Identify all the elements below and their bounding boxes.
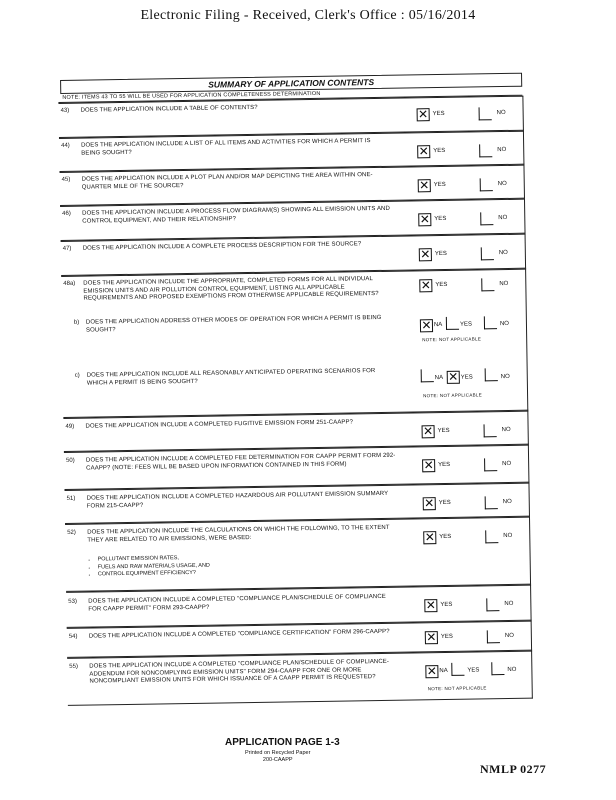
no-checkbox[interactable] xyxy=(486,598,499,611)
question-number: c) xyxy=(74,372,80,379)
no-label: NO xyxy=(504,632,514,640)
bullet-item: • CONTROL EQUIPMENT EFFICIENCY? xyxy=(98,570,210,579)
yes-checkbox[interactable]: ✕ xyxy=(419,178,430,193)
no-checkbox[interactable] xyxy=(484,424,497,437)
question-text: DOES THE APPLICATION INCLUDE A COMPLETED FEE DETERMINATION FOR CAAPP PERMIT FORM 292-CAAPP? (NOTE: FEES WILL BE BASED UPON INFORMATION CONTAINED IN THIS FORM) xyxy=(85,452,396,472)
page-footer-sub xyxy=(245,750,310,764)
no-checkbox[interactable] xyxy=(480,178,493,191)
question-55 xyxy=(67,651,533,706)
question-number: 48a) xyxy=(63,280,76,287)
yes-checkbox[interactable]: ✕ xyxy=(424,496,435,511)
form-title: SUMMARY OF APPLICATION CONTENTS xyxy=(60,73,522,94)
question-text: DOES THE APPLICATION INCLUDE THE APPROPRIATE, COMPLETED FORMS FOR ALL INDIVIDUAL EMISSION UNITS AND AIR POLLUTION CONTROL EQUIPMENT, LISTING ALL APPLICABLE REQUIREMENTS AND PROPOSED EXEMPTIONS FROM OTHERWISE APPLICABLE REQUIREMENTS? xyxy=(83,276,379,302)
question-number: 51) xyxy=(66,495,76,502)
bullet-item: • FUELS AND RAW MATERIALS USAGE, AND xyxy=(98,562,210,571)
yes-label: YES xyxy=(440,633,453,641)
question-number: 50) xyxy=(65,457,75,464)
yes-checkbox[interactable]: ✕ xyxy=(418,144,429,159)
question-text: DOES THE APPLICATION INCLUDE A LIST OF ALL ITEMS AND ACTIVITIES FOR WHICH A PERMIT IS BEING SOUGHT? xyxy=(81,138,371,157)
yes-label: YES xyxy=(437,427,450,435)
na-label: NA xyxy=(433,321,443,329)
application-form xyxy=(58,69,534,736)
question-number: 52) xyxy=(67,529,76,536)
no-label: NO xyxy=(503,532,513,540)
question-number: 54) xyxy=(68,633,78,640)
question-number: 49) xyxy=(65,423,75,430)
no-label: NO xyxy=(507,666,517,674)
no-label: NO xyxy=(500,373,510,381)
question-text: DOES THE APPLICATION INCLUDE ALL REASONABLY ANTICIPATED OPERATING SCENARIOS FOR WHICH A PERMIT IS BEING SOUGHT? xyxy=(86,368,376,387)
na-checkbox[interactable] xyxy=(421,369,434,382)
no-checkbox[interactable] xyxy=(485,530,498,543)
yes-checkbox[interactable] xyxy=(446,317,459,330)
question-number: 53) xyxy=(68,598,77,605)
not-applicable-note: NOTE: NOT APPLICABLE xyxy=(427,685,487,692)
no-checkbox[interactable] xyxy=(479,144,492,157)
yes-label: YES xyxy=(432,110,445,118)
question-text: DOES THE APPLICATION ADDRESS OTHER MODES OF OPERATION FOR WHICH A PERMIT IS BEING SOUGHT? xyxy=(85,314,382,334)
no-checkbox[interactable] xyxy=(485,368,498,381)
no-label: NO xyxy=(501,426,511,434)
yes-label: YES xyxy=(433,147,446,155)
no-label: NO xyxy=(496,109,506,117)
question-text: DOES THE APPLICATION INCLUDE A COMPLETED "COMPLIANCE CERTIFICATION" FORM 296-CAAPP? xyxy=(88,628,390,640)
no-label: NO xyxy=(502,498,512,506)
form-code: 200-CAAPP xyxy=(262,757,293,763)
no-checkbox[interactable] xyxy=(487,630,500,643)
question-text: DOES THE APPLICATION INCLUDE A COMPLETED HAZARDOUS AIR POLLUTANT EMISSION SUMMARY FORM 215-CAAPP? xyxy=(86,490,389,510)
question-text: DOES THE APPLICATION INCLUDE A COMPLETED "COMPLIANCE PLAN/SCHEDULE OF COMPLIANCE-ADDENDUM FOR NONCOMPLYING EMISSION UNITS" FORM 294-CAAPP FOR ONE OR MORE NONCOMPLIANT EMISSION UNITS FOR WHICH ISSUANCE OF A CAAPP PERMIT IS REQUESTED? xyxy=(89,658,390,685)
bates-number: NMLP 0277 xyxy=(480,762,547,776)
completeness-note: NOTE: ITEMS 43 TO 55 WILL BE USED FOR APPLICATION COMPLETENESS DETERMINATION xyxy=(62,90,321,101)
yes-label: YES xyxy=(467,667,480,674)
yes-checkbox[interactable]: ✕ xyxy=(448,369,459,384)
question-number: 55) xyxy=(69,663,79,670)
calculation-bullets xyxy=(86,555,211,579)
no-checkbox[interactable] xyxy=(479,107,492,120)
yes-checkbox[interactable]: ✕ xyxy=(426,630,437,645)
question-number: 47) xyxy=(62,245,72,252)
no-checkbox[interactable] xyxy=(491,662,504,675)
filing-stamp: Electronic Filing - Received, Clerk's Office : 05/16/2014 xyxy=(140,8,476,23)
question-number: b) xyxy=(73,319,80,326)
question-text: DOES THE APPLICATION INCLUDE A COMPLETED FUGITIVE EMISSION FORM 251-CAAPP? xyxy=(85,419,354,430)
yes-label: YES xyxy=(459,321,473,328)
question-48 xyxy=(61,269,528,418)
question-text: DOES THE APPLICATION INCLUDE A PLOT PLAN AND/OR MAP DEPICTING THE AREA WITHIN ONE-QUARTER MILE OF THE SOURCE? xyxy=(81,172,373,191)
no-label: NO xyxy=(498,214,508,222)
page-footer-title: APPLICATION PAGE 1-3 xyxy=(225,737,340,748)
yes-checkbox[interactable]: ✕ xyxy=(423,458,434,473)
na-checkbox[interactable]: ✕ xyxy=(421,318,432,333)
question-52 xyxy=(65,517,531,592)
question-number: 46) xyxy=(62,210,71,217)
no-label: NO xyxy=(497,180,507,188)
yes-checkbox[interactable]: ✕ xyxy=(424,530,435,545)
yes-checkbox[interactable]: ✕ xyxy=(418,107,429,122)
no-checkbox[interactable] xyxy=(484,316,497,329)
not-applicable-note: NOTE: NOT APPLICABLE xyxy=(422,336,482,343)
question-text: DOES THE APPLICATION INCLUDE A TABLE OF CONTENTS? xyxy=(80,104,258,114)
question-number: 44) xyxy=(61,142,70,149)
question-text: DOES THE APPLICATION INCLUDE A COMPLETE PROCESS DESCRIPTION FOR THE SOURCE? xyxy=(82,241,362,252)
no-label: NO xyxy=(502,460,512,468)
no-label: NO xyxy=(498,249,508,257)
question-number: 43) xyxy=(60,107,70,114)
na-label: NA xyxy=(439,667,448,675)
no-checkbox[interactable] xyxy=(481,278,494,291)
not-applicable-note: NOTE: NOT APPLICABLE xyxy=(423,392,483,399)
no-label: NO xyxy=(504,600,514,608)
question-text: DOES THE APPLICATION INCLUDE A PROCESS FLOW DIAGRAM(S) SHOWING ALL EMISSION UNITS AND CONTROL EQUIPMENT, AND THEIR RELATIONSHIP? xyxy=(82,205,390,225)
no-label: NO xyxy=(499,320,509,328)
recycled-paper-note: Printed on Recycled Paper xyxy=(245,750,311,756)
no-checkbox[interactable] xyxy=(484,458,497,471)
yes-label: YES xyxy=(439,533,452,541)
yes-label: YES xyxy=(460,374,473,381)
na-label: NA xyxy=(434,374,444,382)
yes-label: YES xyxy=(435,281,448,289)
no-checkbox[interactable] xyxy=(481,247,494,260)
question-text: DOES THE APPLICATION INCLUDE A COMPLETED "COMPLIANCE PLAN/SCHEDULE OF COMPLIANCE FOR CAAPP PERMIT" FORM 293-CAAPP? xyxy=(88,593,386,613)
question-number: 45) xyxy=(61,176,71,183)
question-text: DOES THE APPLICATION INCLUDE THE CALCULATIONS ON WHICH THE FOLLOWING, TO THE EXTENT THEY ARE RELATED TO AIR EMISSIONS, WERE BASED: xyxy=(87,524,390,544)
yes-label: YES xyxy=(440,601,453,609)
yes-checkbox[interactable]: ✕ xyxy=(420,247,431,262)
yes-label: YES xyxy=(434,215,447,223)
no-checkbox[interactable] xyxy=(480,212,493,225)
yes-checkbox[interactable] xyxy=(451,663,464,676)
yes-label: YES xyxy=(433,181,446,189)
yes-checkbox[interactable]: ✕ xyxy=(419,212,430,227)
yes-checkbox[interactable]: ✕ xyxy=(422,424,434,439)
no-checkbox[interactable] xyxy=(485,496,498,509)
yes-checkbox[interactable]: ✕ xyxy=(420,278,431,293)
yes-label: YES xyxy=(438,461,451,469)
yes-checkbox[interactable]: ✕ xyxy=(425,598,436,613)
no-label: NO xyxy=(497,146,507,154)
yes-label: YES xyxy=(438,499,451,507)
no-label: NO xyxy=(499,280,509,288)
yes-label: YES xyxy=(434,250,447,258)
na-checkbox[interactable]: ✕ xyxy=(426,664,438,679)
bullet-item: • POLLUTANT EMISSION RATES, xyxy=(98,555,210,564)
